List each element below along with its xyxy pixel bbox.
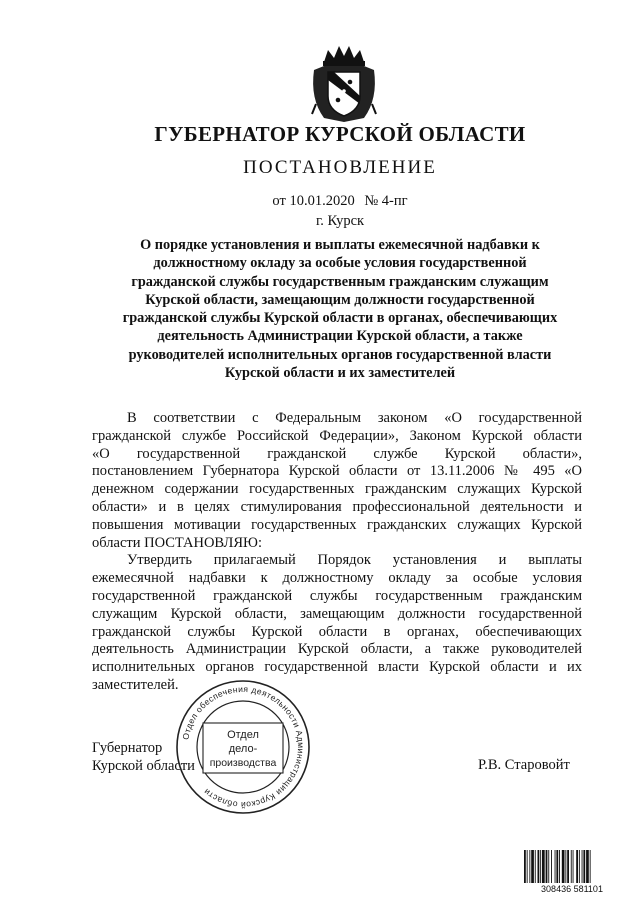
stamp-ring-text: Отдел обеспечения деятельности Администрации Курской области (180, 683, 307, 811)
barcode-bar (546, 850, 548, 883)
body-line: заместителей. (92, 676, 179, 693)
barcode-bar (590, 850, 591, 883)
body-line: «О государственной гражданской службе Курской области», (92, 445, 582, 462)
barcode-bar (556, 850, 558, 883)
barcode-bar (571, 850, 572, 883)
barcode-bar (583, 850, 585, 883)
barcode-bar (548, 850, 549, 883)
signer-name: Р.В. Старовойт (478, 757, 570, 773)
body-line: деятельность Администрации Курской области, а также руководителей (92, 641, 582, 658)
signer-position-line: Курской области (92, 758, 195, 774)
barcode-bar (579, 850, 580, 883)
subject-line: гражданской службы государственным гражданским служащим (131, 273, 549, 290)
document-date: от 10.01.2020 (272, 193, 355, 209)
document-number: № 4-пг (364, 193, 408, 209)
barcode-bar (524, 850, 526, 883)
body-paragraph-1 (92, 410, 582, 552)
body-line: области» и в целях стимулирования профессиональной деятельности и (92, 498, 582, 515)
barcode-bar (529, 850, 530, 883)
body-line: государственной гражданской службы государственным гражданским (92, 587, 582, 604)
barcode-bar (538, 850, 540, 883)
barcode-bar (540, 850, 541, 883)
body-line: области ПОСТАНОВЛЯЮ: (92, 534, 262, 551)
barcode-number: 308436 581101 (541, 884, 603, 894)
body-line: ежемесячной надбавки к должностному окладу за особые условия (92, 570, 582, 587)
signer-position-line: Губернатор (92, 740, 163, 756)
barcode-bar (586, 850, 589, 883)
barcode-bar (555, 850, 556, 883)
subject-line: Курской области, замещающим должности государственной (145, 291, 535, 308)
barcode-bar (551, 850, 552, 883)
barcode-bar (582, 850, 583, 883)
coat-of-arms-icon (308, 44, 380, 124)
subject-line: гражданской службы Курской области в органах, обеспечивающих (122, 310, 558, 327)
subject-line: О порядке установления и выплаты ежемесячной надбавки к (140, 237, 540, 253)
subject-line: должностному окладу за особые условия государственной (153, 255, 527, 272)
barcode-bar (565, 850, 566, 883)
document-date-number (0, 193, 640, 210)
stamp-center-line: производства (209, 757, 277, 769)
stamp-center-line: Отдел (227, 729, 259, 741)
barcode-bars (524, 850, 591, 883)
office-stamp-seal (173, 677, 313, 817)
barcode-bar (535, 850, 536, 883)
document-city: г. Курск (315, 213, 365, 229)
subject-line: деятельность Администрации Курской области, а также (157, 328, 523, 345)
stamp-center-line: дело- (228, 743, 258, 755)
barcode-bar (527, 850, 528, 883)
barcode-bar (567, 850, 569, 883)
governor-title: ГУБЕРНАТОР КУРСКОЙ ОБЛАСТИ (154, 122, 526, 146)
barcode-bar (559, 850, 560, 883)
barcode-bar (531, 850, 534, 883)
barcode-bar (562, 850, 565, 883)
document-subject (100, 236, 580, 382)
document-body (92, 410, 582, 695)
body-paragraph-2 (92, 552, 582, 694)
body-line: Утвердить прилагаемый Порядок установления и выплаты (127, 552, 582, 569)
body-line: денежном содержании государственных гражданским служащих Курской (92, 481, 582, 498)
barcode-bar (576, 850, 578, 883)
subject-line: руководителей исполнительных органов государственной власти (128, 346, 552, 363)
barcode (522, 850, 622, 894)
body-line: гражданской службы Курской области в органах, обеспечивающих (92, 623, 582, 640)
body-line: В соответствии с Федеральным законом «О государственной (127, 410, 582, 426)
body-line: исполнительных органов государственной власти Курской области и их (92, 659, 582, 676)
barcode-bar (573, 850, 574, 883)
body-line: служащим Курской области, замещающим должности государственной (92, 605, 582, 622)
barcode-bar (542, 850, 545, 883)
body-line: постановлением Губернатора Курской области от 13.11.2006 № 495 «О (92, 463, 582, 480)
body-line: повышения мотивации государственных гражданских служащих Курской (92, 516, 582, 533)
subject-line: Курской области и их заместителей (224, 365, 456, 382)
document-type: ПОСТАНОВЛЕНИЕ (243, 157, 437, 178)
body-line: гражданской службе Российской Федерации», Законом Курской области (92, 427, 582, 444)
